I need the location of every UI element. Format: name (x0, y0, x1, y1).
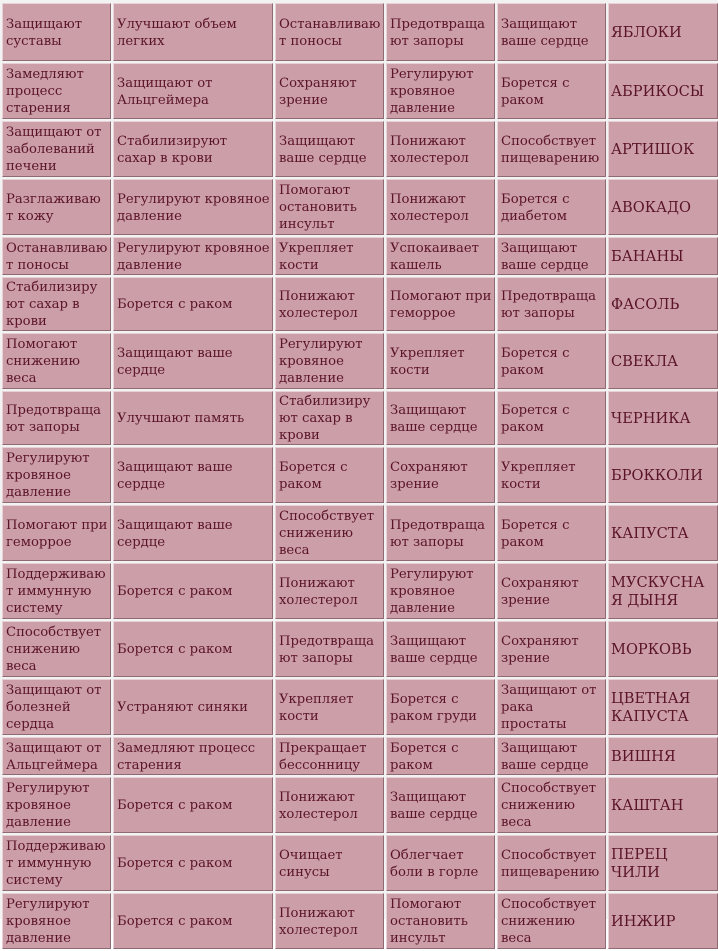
benefit-cell: Борется с раком (275, 447, 384, 503)
benefit-cell: Предотвращают запоры (275, 621, 384, 677)
benefit-cell: Помогают снижению веса (2, 333, 111, 389)
benefit-cell: Предотвращают запоры (386, 505, 495, 561)
product-name-cell: КАШТАН (608, 777, 718, 833)
benefit-cell: Очищает синусы (275, 835, 384, 891)
product-name-cell: ЧЕРНИКА (608, 391, 718, 445)
benefit-cell: Предотвращают запоры (2, 391, 111, 445)
benefit-cell: Замедляют процесс старения (113, 737, 273, 775)
benefit-cell: Облегчает боли в горле (386, 835, 495, 891)
benefit-cell: Сохраняют зрение (275, 63, 384, 119)
benefit-cell: Борется с раком (386, 737, 495, 775)
benefit-cell: Регулируют кровяное давление (386, 63, 495, 119)
table-row (2, 893, 718, 949)
benefit-cell: Помогают при геморрое (386, 277, 495, 331)
benefit-cell: Способствует пищеварению (497, 121, 606, 177)
benefit-cell: Защищают от заболеваний печени (2, 121, 111, 177)
benefit-cell: Борется с раком (113, 277, 273, 331)
benefit-cell: Прекращает бессонницу (275, 737, 384, 775)
benefit-cell: Понижают холестерол (386, 121, 495, 177)
benefit-cell: Защищают ваше сердце (113, 505, 273, 561)
benefit-cell: Регулируют кровяное давление (2, 777, 111, 833)
benefit-cell: Укрепляет кости (275, 679, 384, 735)
benefit-cell: Защищают от Альцгеймера (2, 737, 111, 775)
benefit-cell: Поддерживают иммунную систему (2, 835, 111, 891)
benefit-cell: Понижают холестерол (275, 893, 384, 949)
benefit-cell: Стабилизируют сахар в крови (113, 121, 273, 177)
benefit-cell: Защищают ваше сердце (497, 737, 606, 775)
benefit-cell: Улучшают память (113, 391, 273, 445)
table-row (2, 563, 718, 619)
benefit-cell: Способствует пищеварению (497, 835, 606, 891)
benefit-cell: Защищают ваше сердце (386, 621, 495, 677)
table-row (2, 3, 718, 61)
table-row (2, 777, 718, 833)
product-name-cell: ФАСОЛЬ (608, 277, 718, 331)
table-row (2, 237, 718, 275)
product-name-cell: СВЕКЛА (608, 333, 718, 389)
benefit-cell: Защищают ваше сердце (113, 447, 273, 503)
table-body (2, 3, 718, 949)
benefit-cell: Защищают ваше сердце (497, 3, 606, 61)
benefit-cell: Укрепляет кости (386, 333, 495, 389)
table-row (2, 447, 718, 503)
table-row (2, 737, 718, 775)
benefit-cell: Регулируют кровяное давление (113, 179, 273, 235)
benefit-cell: Борется с раком (113, 563, 273, 619)
benefit-cell: Способствует снижению веса (275, 505, 384, 561)
benefit-cell: Защищают ваше сердце (386, 391, 495, 445)
benefit-cell: Понижают холестерол (275, 777, 384, 833)
benefit-cell: Останавливают поносы (2, 237, 111, 275)
benefit-cell: Борется с раком (497, 505, 606, 561)
benefit-cell: Замедляют процесс старения (2, 63, 111, 119)
product-name-cell: МУСКУСНАЯ ДЫНЯ (608, 563, 718, 619)
product-name-cell: ПЕРЕЦ ЧИЛИ (608, 835, 718, 891)
benefit-cell: Помогают остановить инсульт (386, 893, 495, 949)
benefit-cell: Борется с раком (113, 835, 273, 891)
benefit-cell: Борется с раком (113, 621, 273, 677)
benefit-cell: Защищают суставы (2, 3, 111, 61)
product-name-cell: ВИШНЯ (608, 737, 718, 775)
benefit-cell: Защищают ваше сердце (275, 121, 384, 177)
table-row (2, 505, 718, 561)
benefit-cell: Защищают ваше сердце (386, 777, 495, 833)
benefit-cell: Останавливают поносы (275, 3, 384, 61)
benefit-cell: Способствует снижению веса (2, 621, 111, 677)
table-row (2, 121, 718, 177)
product-name-cell: МОРКОВЬ (608, 621, 718, 677)
benefit-cell: Понижают холестерол (275, 563, 384, 619)
table-row (2, 333, 718, 389)
benefit-cell: Устраняют синяки (113, 679, 273, 735)
benefit-cell: Понижают холестерол (386, 179, 495, 235)
benefit-cell: Сохраняют зрение (497, 621, 606, 677)
table-row (2, 391, 718, 445)
benefit-cell: Регулируют кровяное давление (386, 563, 495, 619)
product-name-cell: АВОКАДО (608, 179, 718, 235)
benefit-cell: Борется с раком (497, 63, 606, 119)
product-name-cell: БРОККОЛИ (608, 447, 718, 503)
product-name-cell: ИНЖИР (608, 893, 718, 949)
product-name-cell: ЦВЕТНАЯ КАПУСТА (608, 679, 718, 735)
benefit-cell: Регулируют кровяное давление (113, 237, 273, 275)
benefits-table (0, 1, 718, 951)
benefit-cell: Борется с раком (497, 391, 606, 445)
benefit-cell: Защищают ваше сердце (113, 333, 273, 389)
benefit-cell: Стабилизируют сахар в крови (275, 391, 384, 445)
benefit-cell: Защищают от болезней сердца (2, 679, 111, 735)
benefit-cell: Разглаживают кожу (2, 179, 111, 235)
table-row (2, 835, 718, 891)
benefit-cell: Защищают от Альцгеймера (113, 63, 273, 119)
benefit-cell: Улучшают объем легких (113, 3, 273, 61)
product-name-cell: АРТИШОК (608, 121, 718, 177)
benefit-cell: Поддерживают иммунную систему (2, 563, 111, 619)
table-row (2, 679, 718, 735)
benefit-cell: Способствует снижению веса (497, 893, 606, 949)
table-row (2, 63, 718, 119)
benefit-cell: Регулируют кровяное давление (275, 333, 384, 389)
benefit-cell: Укрепляет кости (275, 237, 384, 275)
benefit-cell: Защищают ваше сердце (497, 237, 606, 275)
table-row (2, 277, 718, 331)
product-name-cell: КАПУСТА (608, 505, 718, 561)
table-row (2, 179, 718, 235)
benefit-cell: Предотвращают запоры (386, 3, 495, 61)
benefit-cell: Защищают от рака простаты (497, 679, 606, 735)
benefit-cell: Борется с раком груди (386, 679, 495, 735)
benefit-cell: Помогают остановить инсульт (275, 179, 384, 235)
benefit-cell: Борется с диабетом (497, 179, 606, 235)
benefit-cell: Регулируют кровяное давление (2, 447, 111, 503)
benefit-cell: Предотвращают запоры (497, 277, 606, 331)
benefit-cell: Регулируют кровяное давление (2, 893, 111, 949)
benefit-cell: Стабилизируют сахар в крови (2, 277, 111, 331)
benefit-cell: Сохраняют зрение (497, 563, 606, 619)
product-name-cell: БАНАНЫ (608, 237, 718, 275)
product-name-cell: ЯБЛОКИ (608, 3, 718, 61)
benefit-cell: Укрепляет кости (497, 447, 606, 503)
benefit-cell: Сохраняют зрение (386, 447, 495, 503)
benefit-cell: Борется с раком (497, 333, 606, 389)
table-row (2, 621, 718, 677)
benefit-cell: Борется с раком (113, 777, 273, 833)
benefit-cell: Способствует снижению веса (497, 777, 606, 833)
benefit-cell: Понижают холестерол (275, 277, 384, 331)
product-name-cell: АБРИКОСЫ (608, 63, 718, 119)
benefit-cell: Успокаивает кашель (386, 237, 495, 275)
benefit-cell: Помогают при геморрое (2, 505, 111, 561)
benefit-cell: Борется с раком (113, 893, 273, 949)
